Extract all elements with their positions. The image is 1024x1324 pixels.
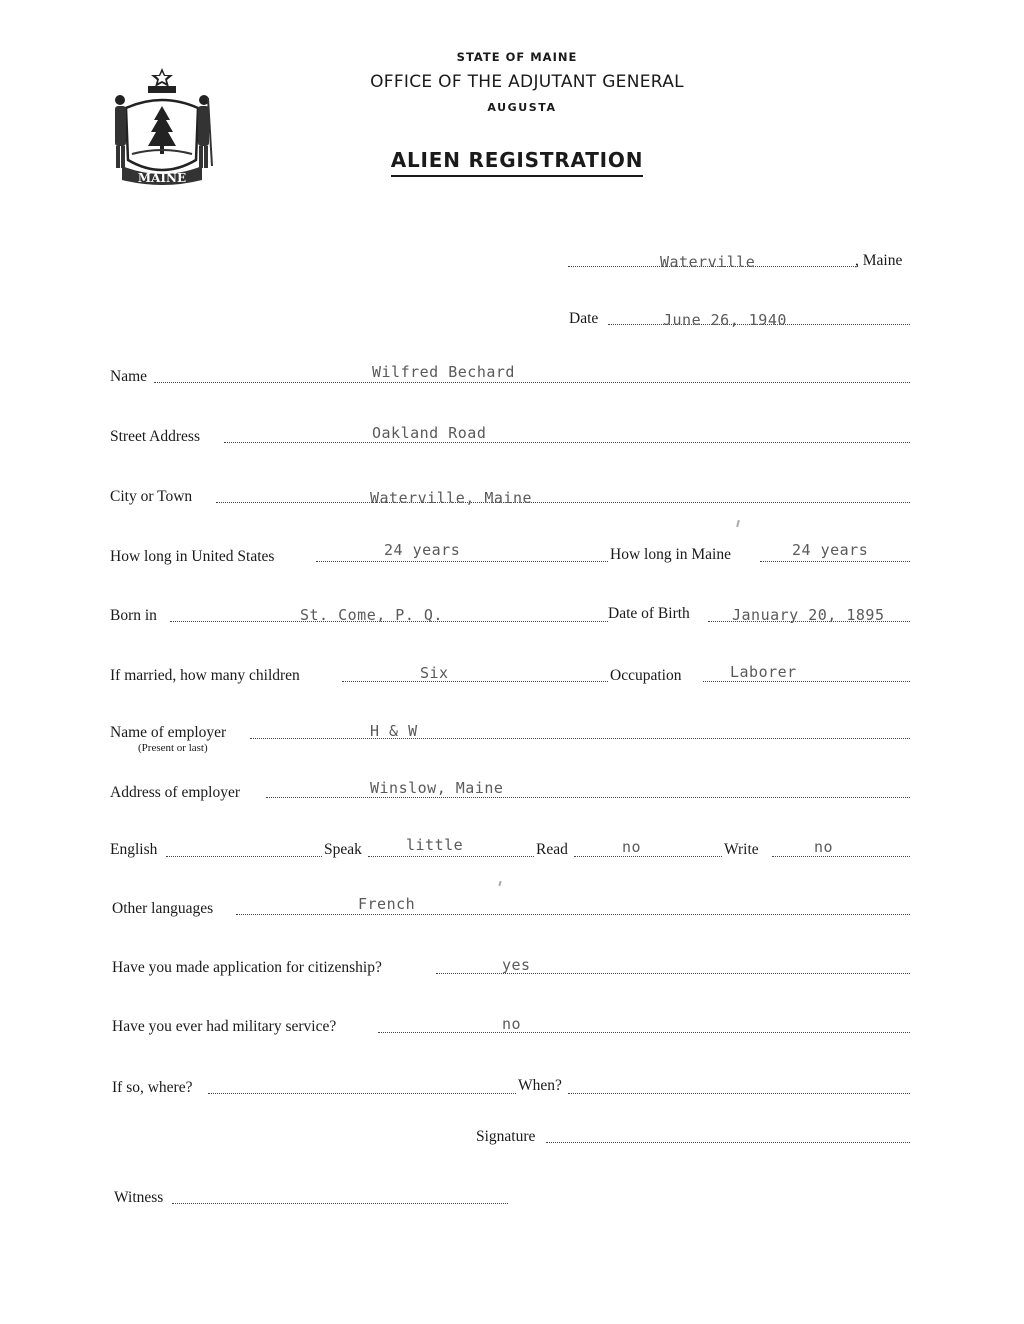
us-field[interactable] bbox=[316, 561, 608, 562]
state-heading: STATE OF MAINE bbox=[456, 50, 578, 64]
other-languages-label: Other languages bbox=[112, 900, 214, 917]
other-languages-value: French bbox=[358, 895, 416, 913]
name-field[interactable] bbox=[154, 382, 910, 383]
stray-mark bbox=[736, 520, 740, 527]
write-field[interactable] bbox=[772, 856, 910, 857]
witness-label: Witness bbox=[114, 1189, 164, 1206]
city-field[interactable] bbox=[216, 502, 910, 503]
military-field[interactable] bbox=[378, 1032, 910, 1033]
english-field[interactable] bbox=[166, 856, 322, 857]
maine-value: 24 years bbox=[792, 541, 869, 559]
employer-sublabel: (Present or last) bbox=[138, 742, 208, 754]
military-value: no bbox=[502, 1015, 522, 1033]
employer-address-label: Address of employer bbox=[110, 784, 240, 801]
maine-field[interactable] bbox=[760, 561, 910, 562]
employer-address-value: Winslow, Maine bbox=[370, 779, 504, 797]
us-label: How long in United States bbox=[110, 548, 275, 565]
when-label: When? bbox=[518, 1077, 562, 1094]
date-value: June 26, 1940 bbox=[663, 311, 787, 329]
speak-value: little bbox=[406, 836, 464, 854]
seal-lettering: MAINE bbox=[137, 171, 187, 185]
when-field[interactable] bbox=[568, 1093, 910, 1094]
street-label: Street Address bbox=[110, 428, 200, 445]
write-label: Write bbox=[724, 841, 759, 858]
town-maine-label: , Maine bbox=[855, 252, 903, 269]
born-label: Born in bbox=[110, 607, 157, 624]
street-field[interactable] bbox=[224, 442, 910, 443]
us-value: 24 years bbox=[384, 541, 461, 559]
city-label: City or Town bbox=[110, 488, 193, 505]
other-languages-field[interactable] bbox=[236, 914, 910, 915]
signature-field[interactable] bbox=[546, 1142, 910, 1143]
dob-label: Date of Birth bbox=[608, 605, 690, 622]
citizenship-label: Have you made application for citizenship? bbox=[112, 959, 382, 976]
date-label: Date bbox=[569, 310, 599, 327]
town-value: Waterville bbox=[660, 253, 756, 271]
children-label: If married, how many children bbox=[110, 667, 300, 684]
children-field[interactable] bbox=[342, 681, 608, 682]
name-label: Name bbox=[110, 368, 148, 385]
read-value: no bbox=[622, 838, 642, 856]
born-value: St. Come, P. Q. bbox=[300, 606, 443, 624]
where-field[interactable] bbox=[208, 1093, 516, 1094]
military-label: Have you ever had military service? bbox=[112, 1018, 337, 1035]
occupation-label: Occupation bbox=[610, 667, 682, 684]
read-field[interactable] bbox=[574, 856, 722, 857]
form-title-text: ALIEN REGISTRATION bbox=[391, 148, 644, 177]
stray-mark-2 bbox=[498, 881, 501, 886]
occupation-value: Laborer bbox=[730, 663, 797, 681]
speak-label: Speak bbox=[324, 841, 362, 858]
street-value: Oakland Road bbox=[372, 424, 487, 442]
name-value: Wilfred Bechard bbox=[372, 363, 515, 381]
city-value: Waterville, Maine bbox=[370, 489, 533, 507]
occupation-field[interactable] bbox=[703, 681, 910, 682]
where-label: If so, where? bbox=[112, 1079, 193, 1096]
read-label: Read bbox=[536, 841, 568, 858]
witness-field[interactable] bbox=[172, 1203, 508, 1204]
english-label: English bbox=[110, 841, 158, 858]
children-value: Six bbox=[420, 664, 449, 682]
write-value: no bbox=[814, 838, 834, 856]
form-title bbox=[0, 148, 1024, 177]
signature-label: Signature bbox=[476, 1128, 536, 1145]
employer-address-field[interactable] bbox=[266, 797, 910, 798]
city-heading: AUGUSTA bbox=[487, 101, 557, 114]
dob-value: January 20, 1895 bbox=[732, 606, 885, 624]
maine-label: How long in Maine bbox=[610, 546, 731, 563]
employer-label: Name of employer bbox=[110, 724, 227, 741]
speak-field[interactable] bbox=[368, 856, 534, 857]
citizenship-value: yes bbox=[502, 956, 531, 974]
employer-value: H & W bbox=[370, 722, 418, 740]
office-heading: OFFICE OF THE ADJUTANT GENERAL bbox=[370, 72, 684, 92]
employer-field[interactable] bbox=[250, 738, 910, 739]
